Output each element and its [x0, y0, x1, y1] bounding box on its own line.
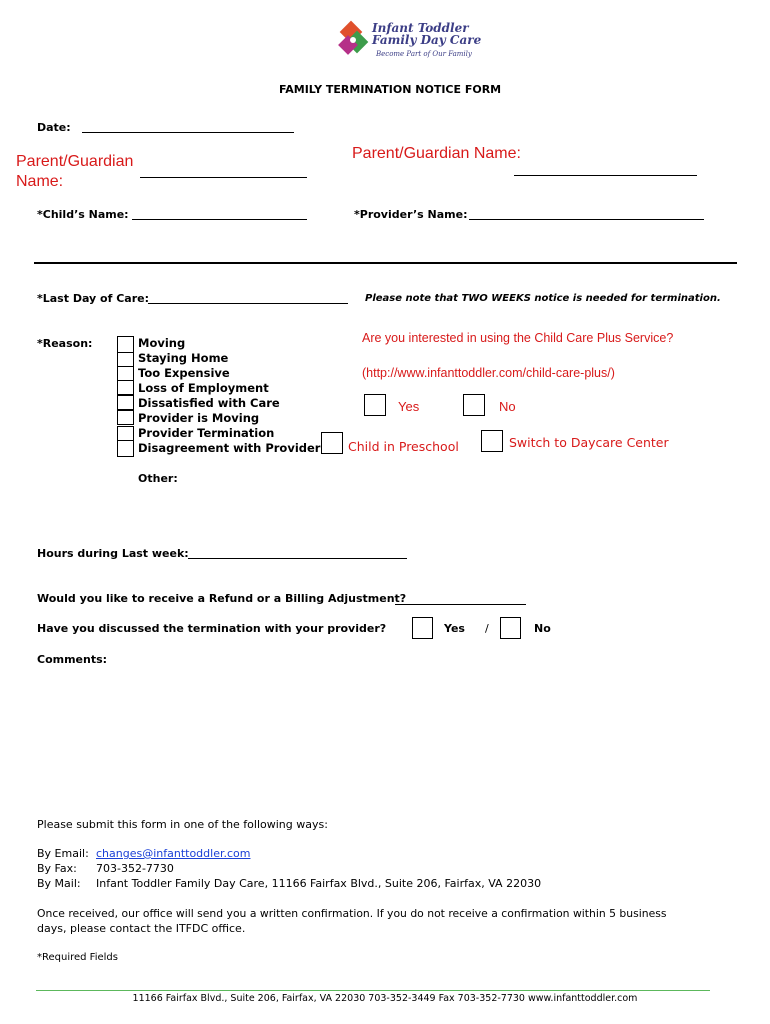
switch-daycare-label: Switch to Daycare Center	[509, 435, 669, 450]
reason-loss-employment-checkbox[interactable]	[117, 380, 134, 395]
last-day-label: *Last Day of Care:	[37, 292, 149, 305]
reason-loss-employment-label: Loss of Employment	[138, 381, 269, 395]
footer-divider	[36, 990, 710, 991]
form-title: FAMILY TERMINATION NOTICE FORM	[279, 83, 502, 96]
submit-intro: Please submit this form in one of the following ways:	[37, 818, 328, 831]
comments-label: Comments:	[37, 653, 108, 666]
ccp-no-label: No	[499, 399, 516, 414]
reason-disagreement-checkbox[interactable]	[117, 440, 134, 457]
email-label: By Email:	[37, 847, 89, 860]
confirmation-line-2: days, please contact the ITFDC office.	[37, 922, 246, 935]
child-name-field[interactable]	[132, 219, 307, 220]
reason-dissatisfied-label: Dissatisfied with Care	[138, 396, 280, 410]
ccp-yes-label: Yes	[398, 399, 420, 414]
parent-guardian-label-left: Parent/Guardian Name:	[16, 153, 134, 190]
switch-daycare-checkbox[interactable]	[481, 430, 503, 452]
child-name-label: *Child’s Name:	[37, 208, 129, 221]
child-preschool-checkbox[interactable]	[321, 432, 343, 454]
reason-provider-moving-checkbox[interactable]	[117, 410, 134, 425]
other-label: Other:	[138, 472, 178, 485]
reason-moving-label: Moving	[138, 336, 186, 350]
logo-text	[372, 22, 481, 46]
reason-too-expensive-checkbox[interactable]	[117, 366, 134, 381]
last-day-field[interactable]	[148, 303, 348, 304]
reason-moving-checkbox[interactable]	[117, 336, 134, 353]
logo-line-1: Infant Toddler	[372, 21, 469, 35]
fax-value: 703-352-7730	[96, 862, 174, 875]
ccp-yes-checkbox[interactable]	[364, 394, 386, 416]
comments-area[interactable]	[37, 670, 727, 800]
refund-field[interactable]	[395, 604, 526, 605]
ccp-url: (http://www.infanttoddler.com/child-care-plus/)	[362, 366, 615, 380]
reason-too-expensive-label: Too Expensive	[138, 366, 230, 380]
email-link[interactable]: changes@infanttoddler.com	[96, 847, 251, 860]
reason-provider-termination-label: Provider Termination	[138, 426, 275, 440]
discussed-yes-checkbox[interactable]	[412, 617, 433, 639]
reason-staying-home-checkbox[interactable]	[117, 352, 134, 367]
date-field[interactable]	[82, 132, 294, 133]
reason-label: *Reason:	[37, 337, 93, 350]
logo-icon	[337, 18, 373, 62]
hours-field[interactable]	[188, 558, 407, 559]
logo-line-2: Family Day Care	[372, 33, 482, 47]
provider-name-field[interactable]	[469, 219, 704, 220]
section-divider	[34, 262, 737, 264]
required-note: *Required Fields	[37, 952, 118, 963]
discussed-no-checkbox[interactable]	[500, 617, 521, 639]
reason-disagreement-label: Disagreement with Provider	[138, 441, 321, 455]
hours-label: Hours during Last week:	[37, 547, 189, 560]
provider-name-label: *Provider’s Name:	[354, 208, 468, 221]
discussed-no-label: No	[534, 622, 551, 635]
logo-tagline: Become Part of Our Family	[376, 50, 472, 58]
fax-label: By Fax:	[37, 862, 77, 875]
child-preschool-label: Child in Preschool	[348, 439, 459, 454]
reason-provider-moving-label: Provider is Moving	[138, 411, 260, 425]
discussed-yes-label: Yes	[444, 622, 465, 635]
discussed-label: Have you discussed the termination with your provider?	[37, 622, 387, 635]
parent-guardian-label-right: Parent/Guardian Name:	[352, 145, 521, 162]
ccp-no-checkbox[interactable]	[463, 394, 485, 416]
mail-value: Infant Toddler Family Day Care, 11166 Fairfax Blvd., Suite 206, Fairfax, VA 22030	[96, 877, 542, 890]
refund-label: Would you like to receive a Refund or a Billing Adjustment?	[37, 592, 407, 605]
parent-guardian-field-left[interactable]	[140, 177, 307, 178]
mail-label: By Mail:	[37, 877, 81, 890]
reason-staying-home-label: Staying Home	[138, 351, 229, 365]
ccp-question: Are you interested in using the Child Care Plus Service?	[362, 331, 674, 345]
reason-dissatisfied-checkbox[interactable]	[117, 395, 134, 410]
parent-guardian-field-right[interactable]	[514, 175, 697, 176]
date-label: Date:	[37, 121, 71, 134]
reason-provider-termination-checkbox[interactable]	[117, 426, 134, 441]
footer-address: 11166 Fairfax Blvd., Suite 206, Fairfax, VA 22030 703-352-3449 Fax 703-352-7730 www.infanttoddler.com	[132, 993, 638, 1004]
confirmation-line-1: Once received, our office will send you a written confirmation. If you do not receive a confirmation within 5 business	[37, 907, 667, 920]
discussed-slash: /	[485, 622, 489, 635]
two-weeks-note: Please note that TWO WEEKS notice is needed for termination.	[365, 293, 721, 304]
